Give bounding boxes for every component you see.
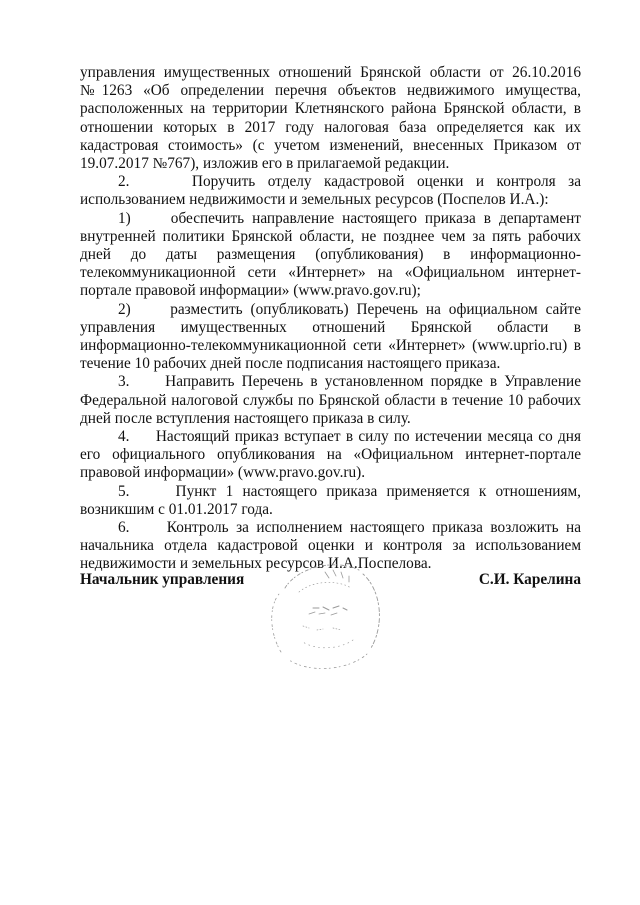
paragraph-intro: управления имущественных отношений Брянской области от 26.10.2016 №1263 «Об определении перечня объектов недвижимого имущества, расположенных на территории Клетнянского района Брянской области, в отношении которых в 2017 году налоговая база определяется как их кадастровая стоимость» (с учетом изменений, внесенных Приказом от 19.07.2017 №767), изложив его в прилагаемой редакции. xyxy=(80,64,581,173)
paragraph-item-6: 6. Контроль за исполнением настоящего приказа возложить на начальника отдела кадастровой оценки и контроля за использованием недвижимости и земельных ресурсов И.А.Поспелова. xyxy=(80,519,581,573)
paragraph-item-4: 4. Настоящий приказ вступает в силу по истечении месяца со дня его официального опубликования на «Официальном интернет-портале правовой информации» (www.pravo.gov.ru). xyxy=(80,428,581,482)
signatory-name: С.И. Карелина xyxy=(478,571,581,588)
paragraph-subitem-1: 1) обеспечить направление настоящего приказа в департамент внутренней политики Брянской области, не позднее чем за пять рабочих дней до даты размещения (опубликования) в информационно-телекоммуникационной сети «Интернет» на «Официальном интернет-портале правовой информации» (www.pravo.gov.ru); xyxy=(80,209,581,300)
paragraph-subitem-2: 2) разместить (опубликовать) Перечень на официальном сайте управления имущественных отношений Брянской области в информационно-телекоммуникационной сети «Интернет» (www.uprio.ru) в течение 10 рабочих дней после подписания настоящего приказа. xyxy=(80,300,581,373)
document-body xyxy=(80,64,581,574)
signatory-title: Начальник управления xyxy=(80,571,245,588)
paragraph-item-2: 2. Поручить отделу кадастровой оценки и контроля за использованием недвижимости и земельных ресурсов (Поспелов И.А.): xyxy=(80,173,581,209)
paragraph-item-3: 3. Направить Перечень в установленном порядке в Управление Федеральной налоговой службы по Брянской области в течение 10 рабочих дней после вступления настоящего приказа в силу. xyxy=(80,373,581,427)
paragraph-item-5: 5. Пункт 1 настоящего приказа применяется к отношениям, возникшим с 01.01.2017 года. xyxy=(80,482,581,518)
round-seal-icon xyxy=(263,552,391,680)
